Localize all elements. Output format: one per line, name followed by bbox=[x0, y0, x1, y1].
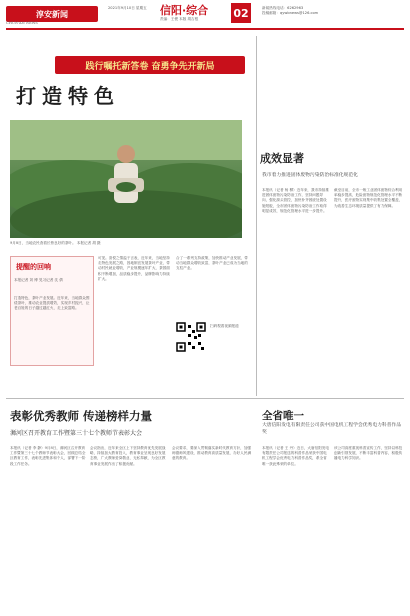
sidebar-box-byline: 本报记者 刘 博 见习记者 沈 倩 bbox=[14, 278, 63, 282]
contact-line: 投稿邮箱：qywbnews@126.com bbox=[262, 11, 319, 15]
photo-caption: 9月8日，当地农民查看长势良好的茶叶。 本报记者 胡 摄 bbox=[10, 241, 101, 245]
bottom-story-headline: 表彰优秀教师 传递榜样力量 bbox=[10, 409, 153, 423]
right-story-subhead: 我市着力推进固体废物污染防治标准化规范化 bbox=[262, 173, 358, 178]
newspaper-logo-sub: CHUN'AN NEWS bbox=[6, 21, 38, 25]
right-story-body-col-2: 截至目前，全市一般工业固体废物综合利用率稳步提高，危险废物规范化管理水平不断提升，医疗废物实现集中收集处置全覆盖，为改善生态环境质量提供了有力保障。 bbox=[334, 188, 403, 208]
right-bottom-story-body-col-2: 该公司高度重视科普宣传工作，坚持以科技创新引领发展，不断丰富科普内容，积极传播电力科学知识。 bbox=[334, 446, 403, 461]
feature-banner: 践行嘱托新答卷 奋勇争先开新局 bbox=[55, 56, 245, 74]
bottom-story-body-col-1: 本报讯（记者 李 静）9月8日，浉河区召开教育工作暨第三十七个教师节表彰大会，回顾总结全区教育工作，表彰先进集体和个人，部署下一阶段工作任务。 bbox=[10, 446, 86, 466]
section-editor-line: 责编：王俊 本版 胡吉根 bbox=[160, 17, 199, 21]
newspaper-logo: 淳安新闻 bbox=[6, 6, 98, 22]
section-divider bbox=[6, 398, 404, 399]
page-number: 02 bbox=[231, 3, 251, 23]
contact-info bbox=[262, 6, 402, 16]
sidebar-box-body: 打造特色，茶叶产业发展。近年来，当地群众围绕茶叶，推动农业提质增效，实现乡村振兴，让老百姓的日子越过越红火，走上致富路。 bbox=[14, 296, 90, 311]
right-bottom-story-body-col-1: 本报讯（记者 王 丹）近日，大唐信阳发电有限责任公司报送的科普作品荣获中国电机工程学会优秀电力科普作品奖，系全省唯一获此殊荣的单位。 bbox=[262, 446, 329, 466]
right-bottom-story-headline: 全省唯一 bbox=[262, 410, 304, 422]
masthead-rule bbox=[6, 28, 404, 30]
right-bottom-story-subhead: 大唐信阳发电有限责任公司获中国电机工程学会优秀电力科普作品奖 bbox=[262, 423, 402, 435]
right-story-body-col-1: 本报讯（记者 杨 柳）近年来，我市持续推进固体废物污染防治工作，坚持问题导向，强化源头管控，加快补齐固废处置设施短板，全市固体废物污染防治工作取得明显成效，规范化管理水平进一步提升。 bbox=[262, 188, 329, 213]
bottom-story-body-col-2: 会议指出，近年来全区上下坚持教育优先发展战略，持续加大教育投入，教育事业呈现良好发展态势，广大教师爱岗敬业、无私奉献，为全区教育事业发展作出了积极贡献。 bbox=[90, 446, 166, 466]
tea-field-illustration bbox=[10, 120, 242, 238]
feature-photo bbox=[10, 120, 242, 238]
feature-headline: 打造特色 bbox=[16, 84, 120, 108]
column-divider bbox=[256, 36, 257, 396]
qr-code-icon[interactable] bbox=[176, 322, 206, 352]
qr-code-caption: 扫码观看视频报道 bbox=[210, 324, 239, 328]
section-title: 信阳·综合 bbox=[160, 4, 209, 17]
right-story-headline: 成效显著 bbox=[260, 152, 304, 165]
issue-date: 2021年9月10日 星期五 bbox=[108, 6, 147, 10]
feature-body-col-2: 可见。喜悦之情溢于言表，近年来，当地坚持走特色发展之路，因地制宜发展茶叶产业，带动村民就业增收，产业规模逐年扩大，茶园面积不断增加，品质稳步提升，品牌影响力持续扩大。 bbox=[98, 256, 170, 281]
sidebar-box-title: 提醒的回响 bbox=[16, 263, 51, 271]
contact-line: 新闻热线电话：6262963 bbox=[262, 6, 304, 10]
bottom-story-body-col-3: 会议要求，要深入贯彻落实新时代教育方针，加强师德师风建设，推动教育高质量发展，办好人民满意的教育。 bbox=[172, 446, 252, 461]
bottom-story-subhead: 浉河区召开教育工作暨第三十七个教师节表彰大会 bbox=[10, 430, 143, 437]
feature-body-col-3: 合了一系列支持政策，加快推动产业发展，带动当地群众增收致富，茶叶产业已成为当地的支柱产业。 bbox=[176, 256, 248, 271]
